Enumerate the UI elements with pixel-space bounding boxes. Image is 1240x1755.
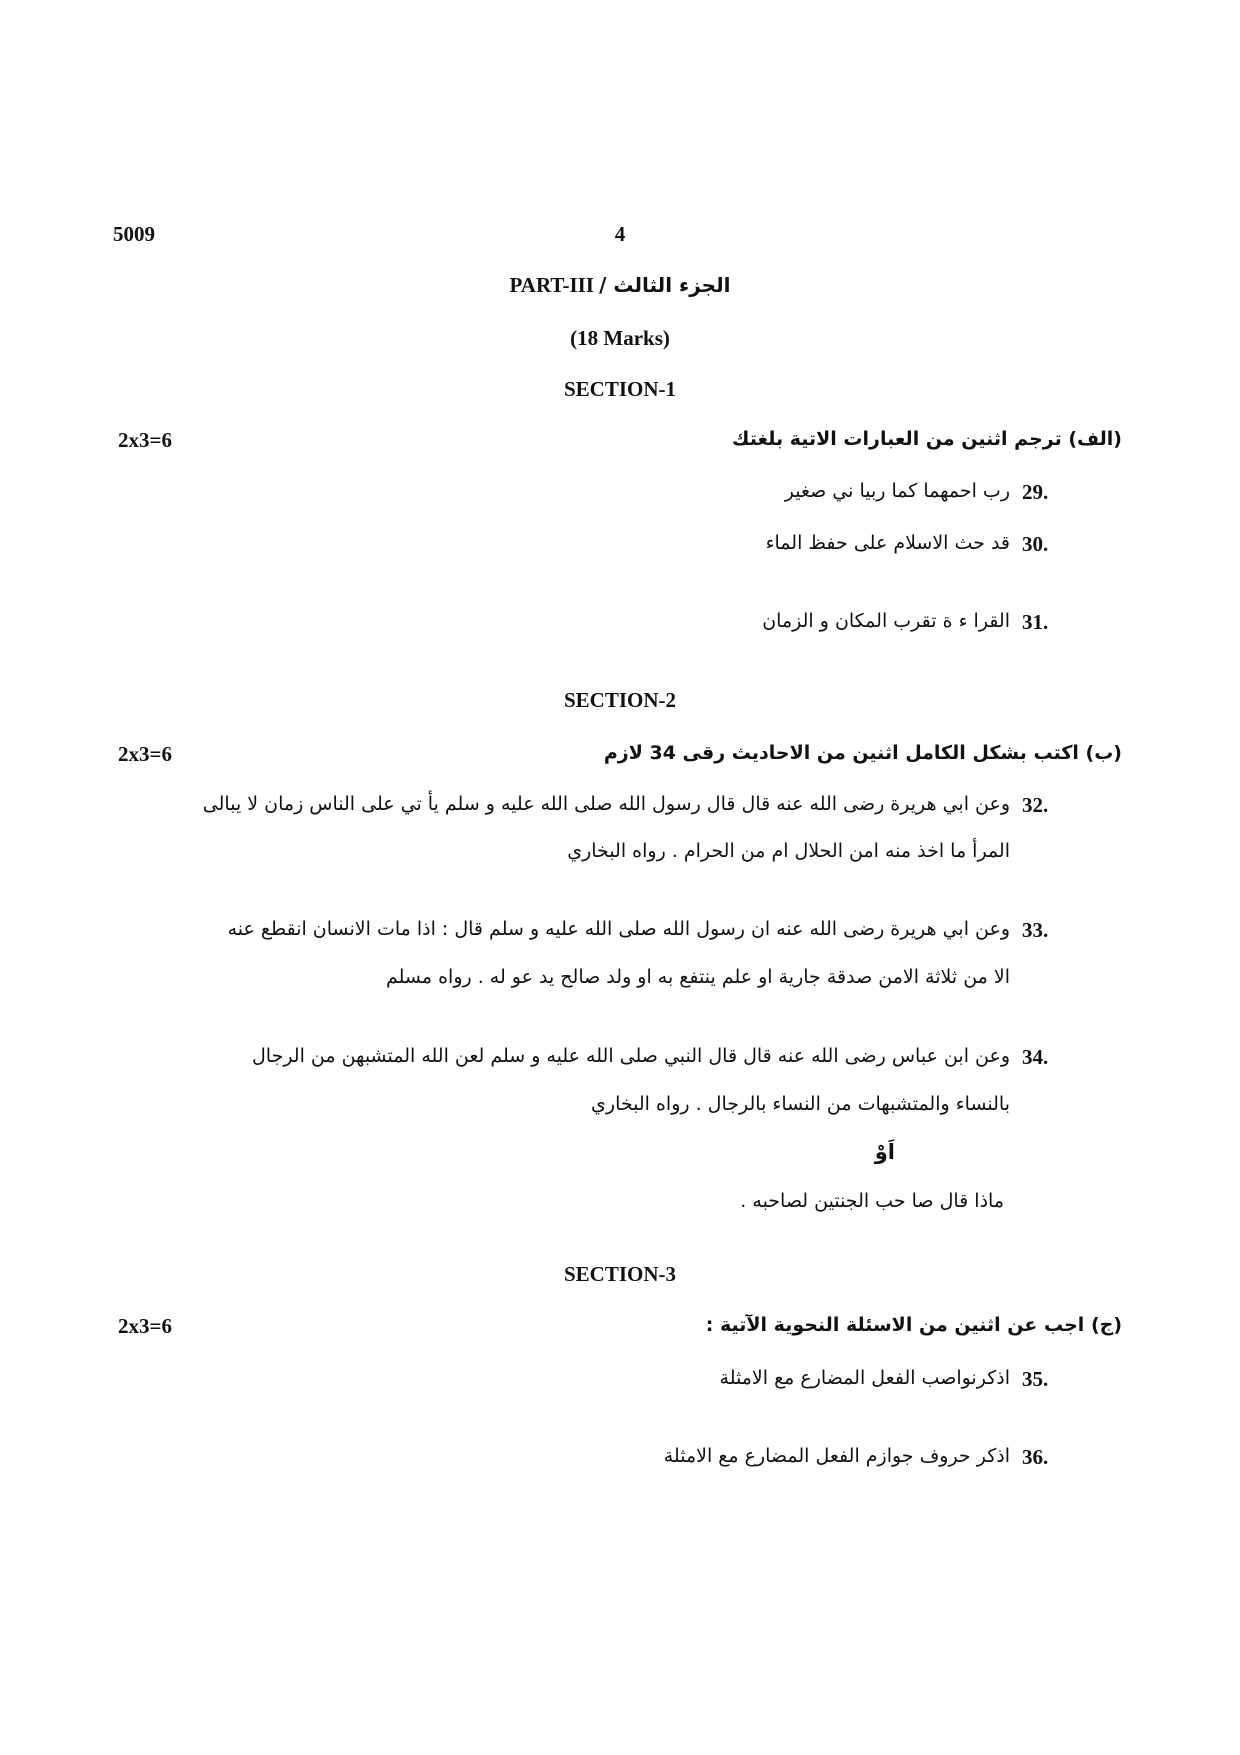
section-1-marker: (الف) <box>1068 428 1122 450</box>
question-text-line: وعن ابي هريرة رضى الله عنه ان رسول الله صلى الله عليه و سلم قال : اذا مات الانسان انقطع عنه <box>227 918 1010 940</box>
question-text: قد حث الاسلام على حفظ الماء <box>765 532 1010 554</box>
section-3-marker: (ج) <box>1090 1314 1122 1336</box>
section-1-instruction-text: ترجم اثنين من العبارات الاتية بلغتك <box>732 428 1062 450</box>
question-number: 35. <box>1022 1367 1049 1391</box>
question-number: 30. <box>1022 532 1049 556</box>
question-text-line: المرأ ما اخذ منه امن الحلال ام من الحرام . رواه البخاري <box>567 840 1010 862</box>
section-1-title: SECTION-1 <box>563 377 677 401</box>
total-marks: (18 Marks) <box>570 326 670 350</box>
question-number: 34. <box>1022 1045 1049 1069</box>
question-text-line: وعن ابي هريرة رضى الله عنه قال قال رسول الله صلى الله عليه و سلم يأ تي على الناس زمان لا يبالى <box>202 793 1010 815</box>
paper-code: 5009 <box>113 222 155 246</box>
page-number: 4 <box>614 222 626 246</box>
part-title-english: PART-III <box>509 273 594 297</box>
section-3-instruction <box>706 1314 1122 1336</box>
part-title <box>0 273 1240 298</box>
section-2-instruction-text: اكتب بشكل الكامل اثنين من الاحاديث رقى 34 لازم <box>603 742 1079 764</box>
question-text: القرا ء ة تقرب المكان و الزمان <box>762 610 1010 632</box>
section-2-marks: 2x3=6 <box>118 742 172 766</box>
question-number: 33. <box>1022 918 1049 942</box>
alternative-question: ماذا قال صا حب الجنتين لصاحبه . <box>740 1190 1004 1212</box>
question-number: 31. <box>1022 610 1049 634</box>
question-number: 32. <box>1022 793 1049 817</box>
question-text: اذكر حروف جوازم الفعل المضارع مع الامثلة <box>663 1445 1010 1467</box>
question-text-line: وعن ابن عباس رضى الله عنه قال قال النبي صلى الله عليه و سلم لعن الله المتشبهن من الرجال <box>251 1045 1010 1067</box>
section-2-marker: (ب) <box>1085 742 1122 764</box>
section-3-marks: 2x3=6 <box>118 1314 172 1338</box>
section-1-marks: 2x3=6 <box>118 428 172 452</box>
section-2-instruction <box>604 742 1122 764</box>
question-number: 36. <box>1022 1445 1049 1469</box>
section-3-instruction-text: اجب عن اثنين من الاسئلة النحوية الآتية : <box>705 1314 1085 1336</box>
question-text-line: الا من ثلاثة الامن صدقة جارية او علم ينتفع به او ولد صالح يد عو له . رواه مسلم <box>385 966 1010 988</box>
section-1-instruction <box>732 428 1122 450</box>
question-text-line: بالنساء والمتشبهات من النساء بالرجال . رواه البخاري <box>591 1093 1010 1115</box>
part-title-arabic: الجزء الثالث / <box>599 273 731 297</box>
question-text: رب احمهما كما ربيا ني صغير <box>784 480 1010 502</box>
section-3-title: SECTION-3 <box>563 1262 677 1286</box>
question-text: اذكرنواصب الفعل المضارع مع الامثلة <box>719 1367 1010 1389</box>
section-2-title: SECTION-2 <box>563 688 677 712</box>
or-label: اَوْ <box>874 1140 895 1164</box>
question-number: 29. <box>1022 480 1049 504</box>
